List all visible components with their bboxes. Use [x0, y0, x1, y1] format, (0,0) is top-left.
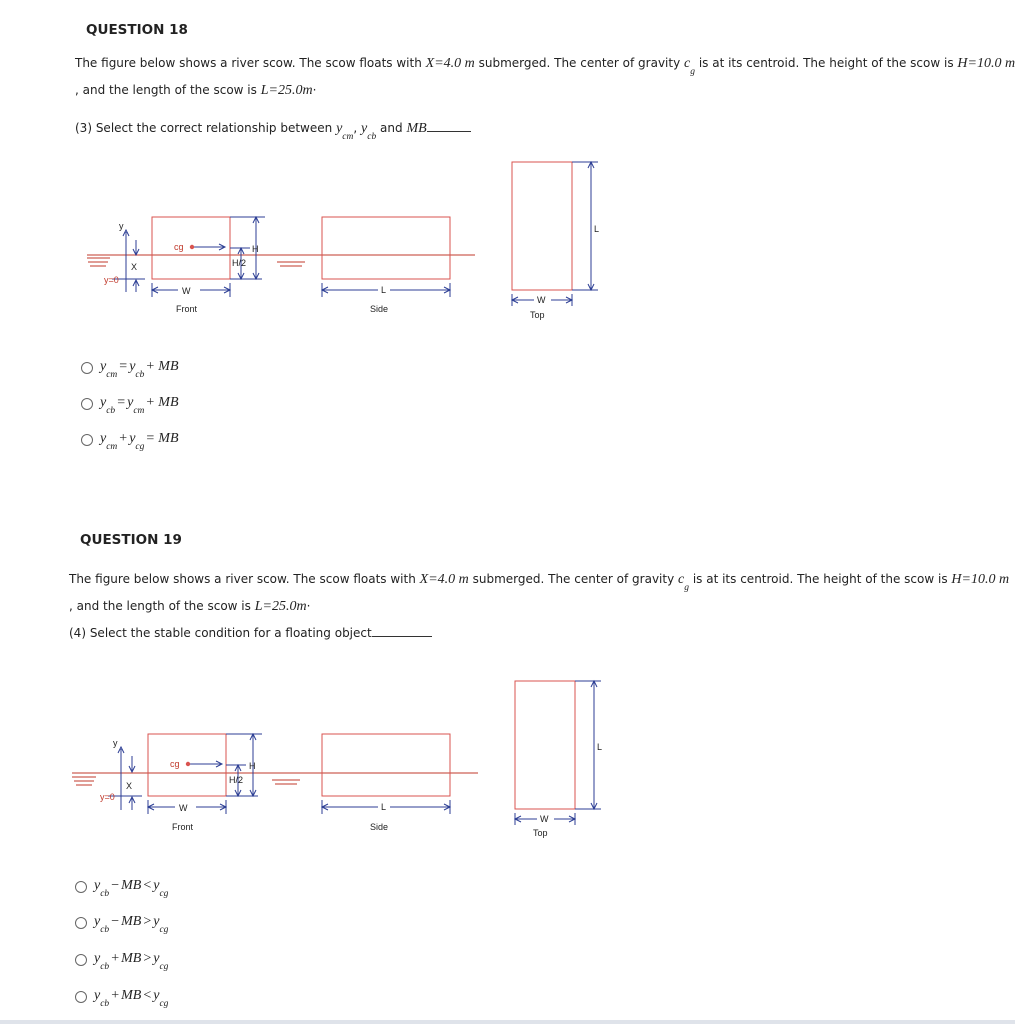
q19-intro-text-3: is at its centroid. The height of the scow is: [692, 572, 948, 586]
q18-fig-y-axis: y: [119, 221, 124, 231]
q19-fig-w-label: W: [179, 803, 188, 813]
q18-prompt-text: (3) Select the correct relationship between: [75, 121, 333, 135]
q18-option-2-text: $y_{cb}= y_{cm}+$ MB: [100, 395, 179, 416]
q18-x-value: X=4.0 m: [425, 56, 475, 71]
q19-fig-y0-label: y=0: [100, 792, 115, 802]
q19-cg-symbol: c: [678, 572, 685, 587]
q19-option-4[interactable]: [75, 988, 169, 1009]
q19-intro-text-1: The figure below shows a river scow. The scow floats with: [69, 572, 416, 586]
q19-option-3[interactable]: [75, 951, 169, 972]
q19-option-2-text: $y_{cb}-$ MB > $y_{cg}$: [94, 914, 169, 935]
q18-fig-w-label-top: W: [537, 295, 546, 305]
q19-option-3-radio[interactable]: [75, 954, 87, 966]
q19-fig-front-caption: Front: [172, 822, 194, 832]
q18-fig-top-caption: Top: [530, 310, 545, 320]
q19-fig-top-caption: Top: [533, 828, 548, 838]
q18-fig-w-label: W: [182, 286, 191, 296]
q18-h-value: H=10.0 m: [957, 56, 1015, 71]
q19-l-value: L=25.0m: [254, 599, 307, 614]
q18-intro-text-2: submerged. The center of gravity: [478, 56, 681, 70]
question-18-title: QUESTION 18: [86, 22, 188, 38]
q19-option-2-radio[interactable]: [75, 917, 87, 929]
q19-fig-l-label-top: L: [597, 742, 603, 752]
q19-fig-w-label-top: W: [540, 814, 549, 824]
q18-fig-front-caption: Front: [176, 304, 198, 314]
q18-intro-text-1: The figure below shows a river scow. The scow floats with: [75, 56, 422, 70]
q18-line2-prefix: , and the length of the scow is: [75, 83, 257, 97]
q18-option-1-text: $y_{cm}= y_{cb}+$ MB: [100, 359, 179, 380]
q19-h-value: H=10.0 m: [951, 572, 1010, 587]
question-19-intro-line-2: , and the length of the scow is L=25.0m·: [69, 599, 311, 614]
q18-cg-sub: g: [690, 67, 695, 77]
q19-intro-text-2: submerged. The center of gravity: [472, 572, 675, 586]
q19-cg-dot: [186, 762, 190, 766]
q18-fig-side-caption: Side: [370, 304, 389, 314]
question-18-prompt: (3) Select the correct relationship between $y_{cm}$, $y_{cb}$ and MB: [75, 121, 471, 137]
q18-fig-l-label-side: L: [381, 285, 387, 295]
q19-fig-side-caption: Side: [370, 822, 389, 832]
q19-option-4-radio[interactable]: [75, 991, 87, 1003]
q19-cg-sub: g: [684, 583, 689, 593]
q19-fig-h2-label: H/2: [229, 775, 244, 785]
q19-option-2[interactable]: [75, 914, 169, 935]
q18-fig-cg-label: cg: [174, 242, 184, 252]
q19-fig-l-label-side: L: [381, 802, 387, 812]
q19-fig-cg-label: cg: [170, 759, 180, 769]
q18-fig-y0-label: y=0: [104, 275, 119, 285]
bottom-scroll-edge: [0, 1020, 1015, 1024]
q19-option-3-text: $y_{cb}+$ MB > $y_{cg}$: [94, 951, 169, 972]
q18-fig-h-label: H: [252, 244, 259, 254]
question-18-intro-line-2: , and the length of the scow is L=25.0m·: [75, 83, 317, 98]
q18-fig-x-label: X: [131, 262, 138, 272]
q18-fig-l-label-top: L: [594, 224, 600, 234]
q19-option-1[interactable]: [75, 878, 169, 899]
q18-option-3-text: $y_{cm}+ y_{cg}=$ MB: [100, 431, 179, 452]
q18-fig-h2-label: H/2: [232, 258, 247, 268]
q19-option-4-text: $y_{cb}+$ MB < $y_{cg}$: [94, 988, 169, 1009]
q19-x-value: X=4.0 m: [419, 572, 469, 587]
q18-intro-text-3: is at its centroid. The height of the scow is: [698, 56, 954, 70]
q19-option-1-text: $y_{cb}-$ MB < $y_{cg}$: [94, 878, 169, 899]
q18-cg-symbol: c: [684, 56, 691, 71]
q19-line2-prefix: , and the length of the scow is: [69, 599, 251, 613]
q19-fig-h-label: H: [249, 761, 256, 771]
q19-prompt-text: (4) Select the stable condition for a floating object: [69, 626, 372, 640]
question-19-title: QUESTION 19: [80, 532, 182, 548]
q19-option-1-radio[interactable]: [75, 881, 87, 893]
q18-l-value: L=25.0m: [260, 83, 313, 98]
q19-fig-y-axis: y: [113, 738, 118, 748]
q19-fig-x-label: X: [126, 781, 133, 791]
